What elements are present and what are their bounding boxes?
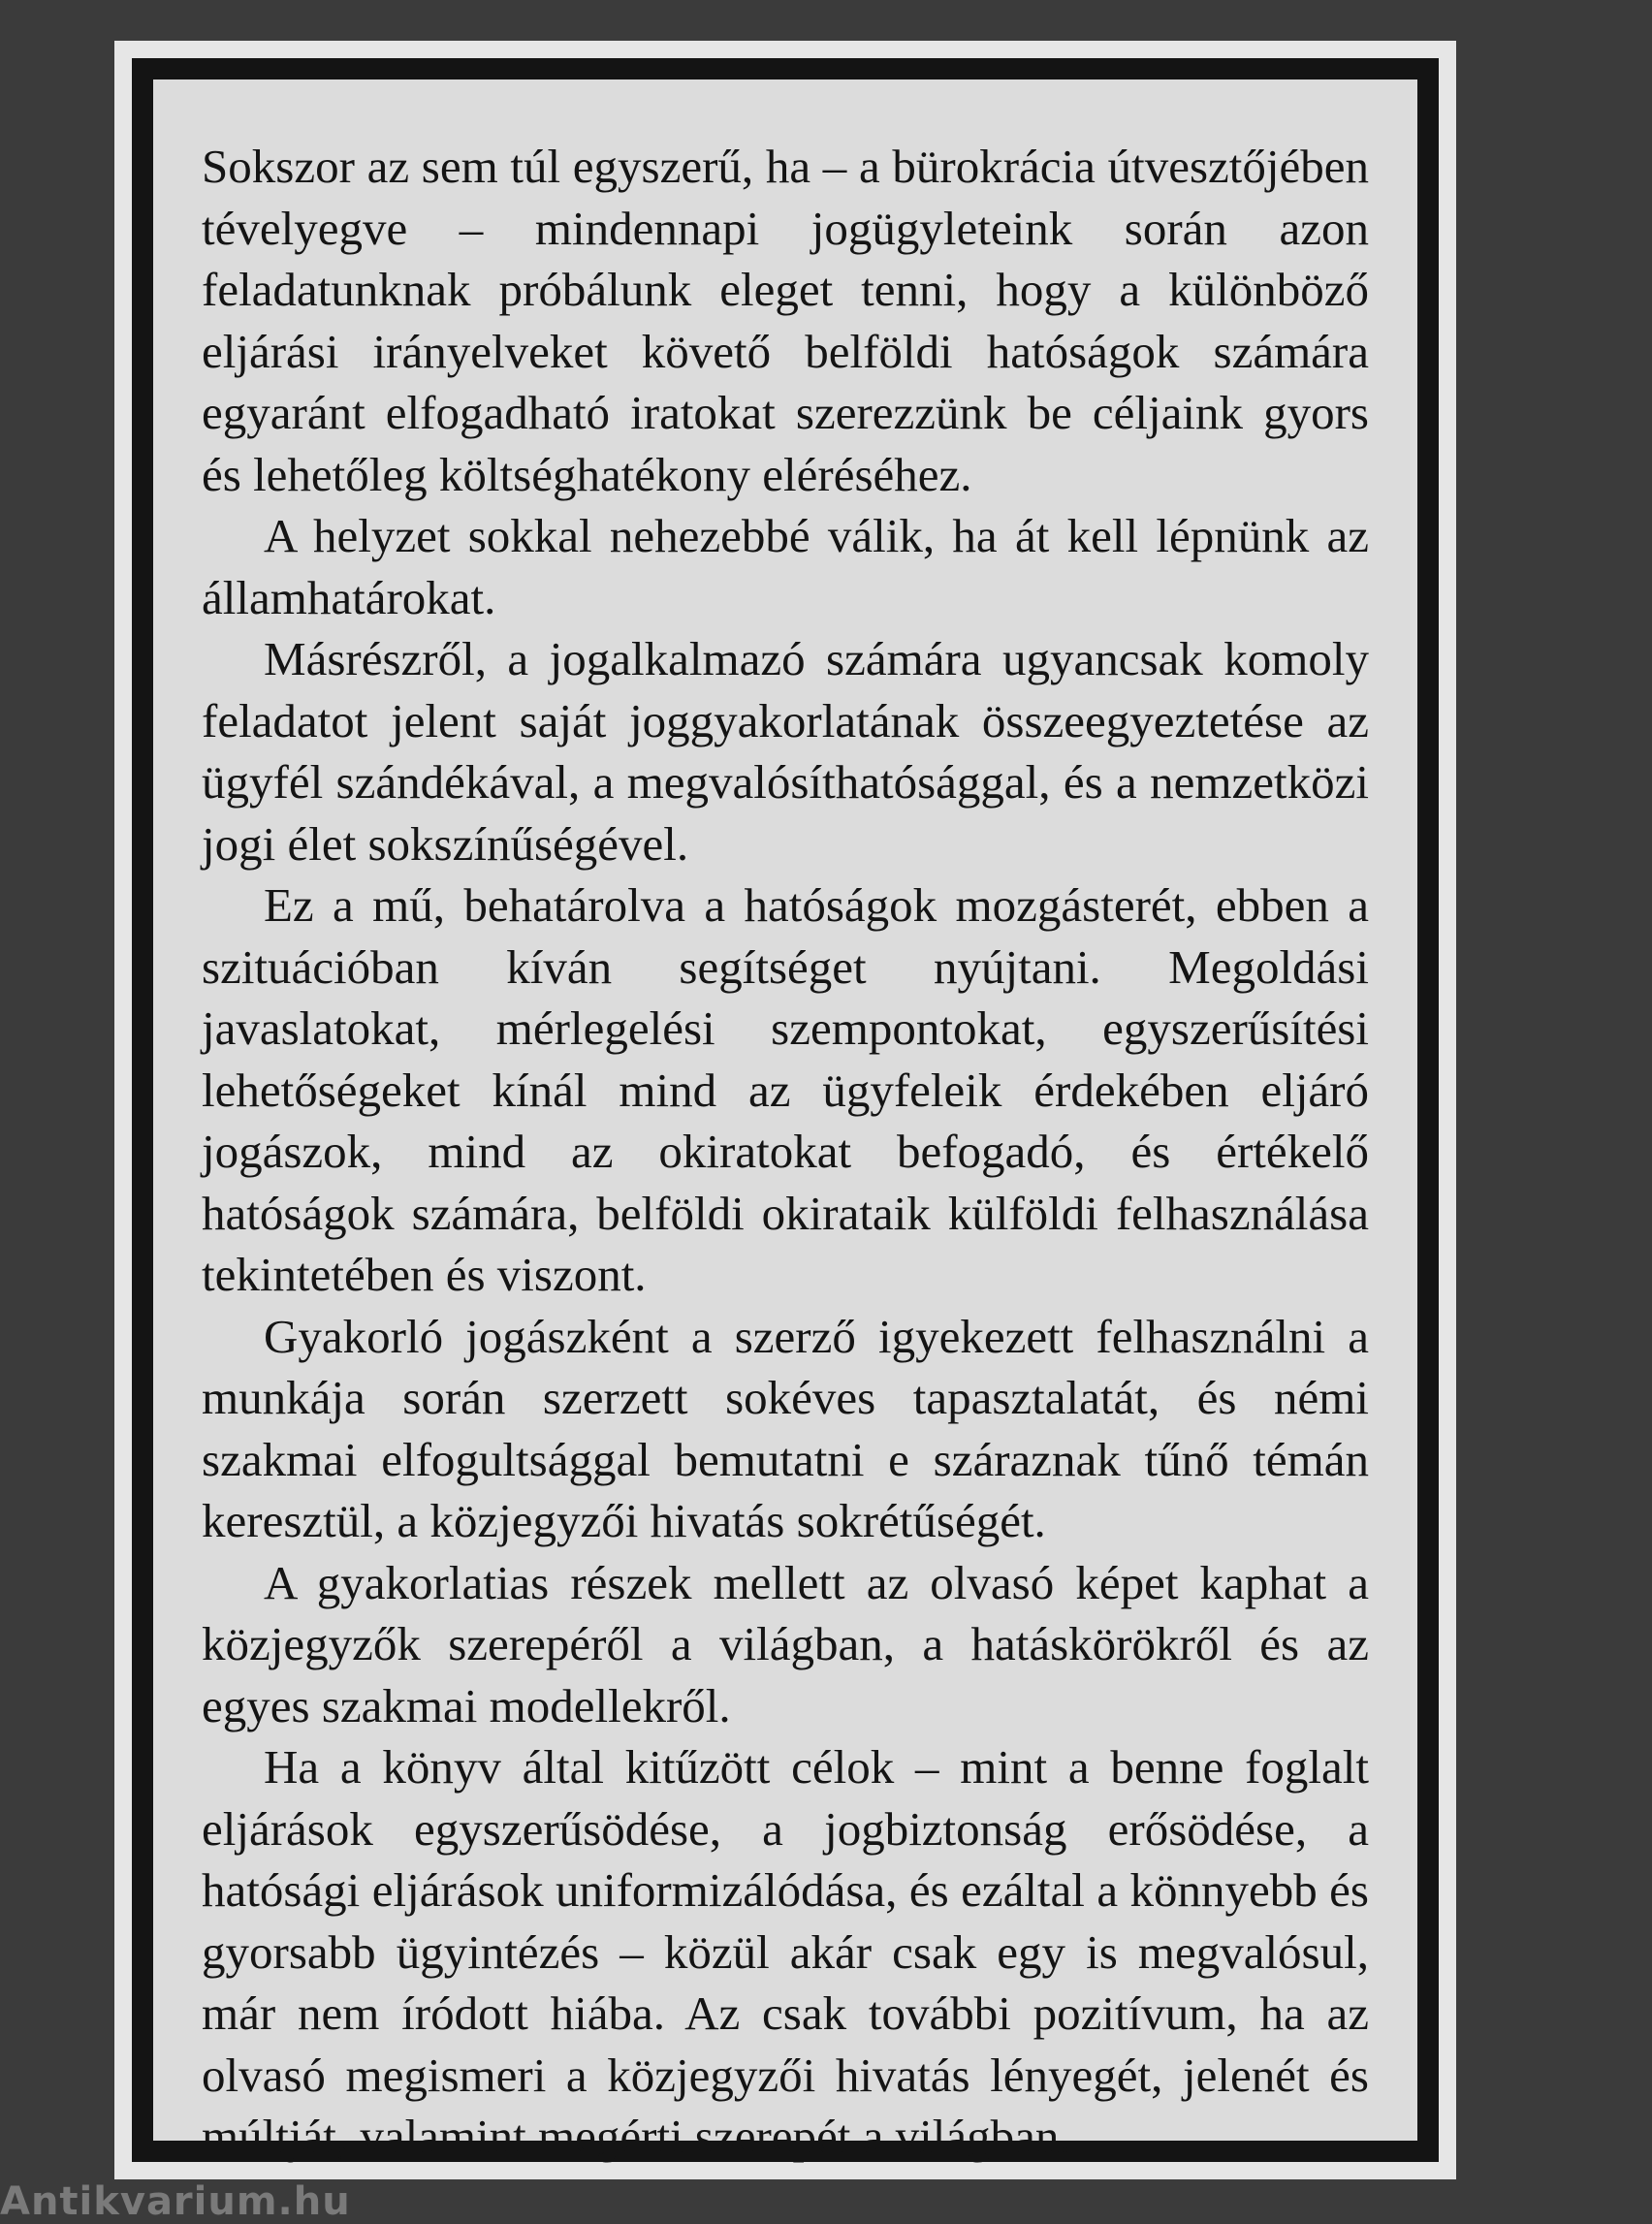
blurb-paragraph-5: Gyakorló jogászként a szerző igyekezett felhasználni a munkája során szerzett sokéves tapasztalatát, és némi szakmai elfogultsággal bemutatni e száraznak tűnő témán keresztül, a közjegyzői hivatás sokrétűségét. bbox=[202, 1309, 1369, 1547]
watermark-text: Antikvarium.hu bbox=[0, 2179, 351, 2224]
book-cover-outer-frame bbox=[114, 41, 1456, 2179]
blurb-text-panel bbox=[153, 79, 1417, 2163]
book-cover-black-border bbox=[132, 58, 1439, 2162]
blurb-paragraph-7: Ha a könyv által kitűzött célok – mint a benne foglalt eljárások egyszerűsödése, a jogbiztonság erősödése, a hatósági eljárások uniformizálódása, és ezáltal a könnyebb és gyorsabb ügyintézés – közül akár csak egy is megvalósul, már nem íródott hiába. Az csak további pozitívum, ha az olvasó megismeri a közjegyzői hivatás lényegét, jelenét és múltját, valamint megérti szerepét a világban. bbox=[202, 1740, 1369, 2163]
blurb-paragraph-2: A helyzet sokkal nehezebbé válik, ha át kell lépnünk az államhatárokat. bbox=[202, 509, 1369, 624]
blurb-paragraph-3: Másrészről, a jogalkalmazó számára ugyancsak komoly feladatot jelent saját joggyakorlatának összeegyeztetése az ügyfél szándékával, a megvalósíthatósággal, és a nemzetközi jogi élet sokszínűségével. bbox=[202, 632, 1369, 871]
blurb-paragraph-1: Sokszor az sem túl egyszerű, ha – a bürokrácia útvesztőjében tévelyegve – mindennapi jogügyleteink során azon feladatunknak próbálunk eleget tenni, hogy a különböző eljárási irányelveket követő belföldi hatóságok számára egyaránt elfogadható iratokat szerezzünk be céljaink gyors és lehetőleg költséghatékony eléréséhez. bbox=[202, 140, 1369, 501]
blurb-paragraph-4: Ez a mű, behatárolva a hatóságok mozgásterét, ebben a szituációban kíván segítséget nyújtani. Megoldási javaslatokat, mérlegelési szempontokat, egyszerűsítési lehetőségeket kínál mind az ügyfeleik érdekében eljáró jogászok, mind az okiratokat befogadó, és értékelő hatóságok számára, belföldi okirataik külföldi felhasználása tekintetében és viszont. bbox=[202, 878, 1369, 1301]
blurb-paragraph-6: A gyakorlatias részek mellett az olvasó képet kaphat a közjegyzők szerepéről a világban, a hatáskörökről és az egyes szakmai modellekről. bbox=[202, 1555, 1369, 1732]
